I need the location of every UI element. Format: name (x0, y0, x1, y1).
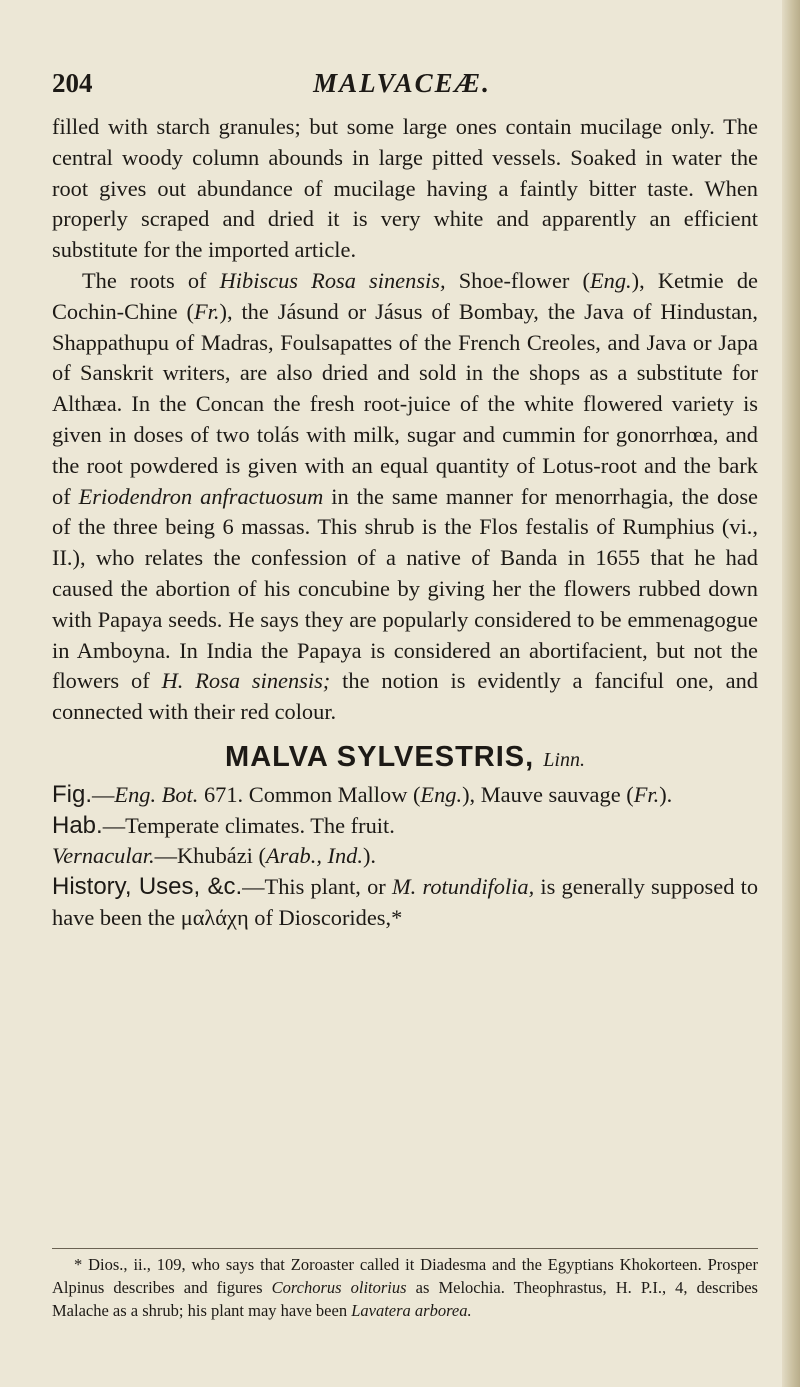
footnote-text (52, 1253, 758, 1322)
species-heading (52, 742, 758, 776)
footnote (52, 1253, 758, 1322)
species-name: Corchorus olitorius (271, 1278, 407, 1297)
species-title: MALVA SYLVESTRIS, (225, 740, 535, 773)
history-label: History, Uses, &c. (52, 873, 243, 901)
text-run: 671. Common Mallow ( (198, 781, 421, 807)
language-abbrev: Arab., Ind. (265, 843, 363, 869)
text-run: ). (659, 781, 673, 807)
text-run: * Dios., ii., 109, who says that Zoroaster called it Diadesma and the Egyptians Khokorteen. Prosper Alpinus describes and figures (52, 1255, 758, 1297)
text-run: — (92, 781, 115, 807)
paragraph-hibiscus (52, 266, 758, 728)
text-run: of Dioscorides,* (248, 904, 403, 930)
text-run: The roots of (82, 267, 220, 293)
page-edge (782, 0, 800, 1387)
species-authority: Linn. (543, 748, 585, 771)
hab-text: —Temperate climates. The fruit. (102, 812, 395, 838)
language-abbrev: Eng. (420, 781, 463, 807)
language-abbrev: Eng. (589, 267, 632, 293)
greek-word: μαλάχη (180, 904, 249, 930)
species-name: M. rotundifolia, (391, 874, 535, 900)
text-run: —This plant, or (242, 874, 392, 900)
paragraph-root-description: filled with starch granules; but some large ones contain mucilage only. The central woody column abounds in large pitted vessels. Soaked in water the root gives out abundance of mucilage having a faintly bitter taste. When properly scraped and dried it is very white and apparently an efficient substitute for the imported article. (52, 114, 758, 263)
vernacular-entry (52, 841, 758, 872)
language-abbrev: Fr. (633, 781, 660, 807)
text-run: in the same manner for menorrhagia, the dose of the three being 6 massas. This shrub is the Flos festalis of Rumphius (vi., II.), who relates the confession of a native of Banda in 1655 that he had caused the abortion of his concubine by giving her the flowers rubbed down with Papaya seeds. He says they are popularly considered to be emmenagogue in Amboyna. In India the Papaya is considered an abortifacient, but not the flowers of (52, 483, 758, 694)
reference: Eng. Bot. (114, 781, 199, 807)
text-run: the notion is evidently a fanciful one, and connected with their red colour. (52, 668, 758, 725)
species-name: Lavatera arborea. (351, 1301, 472, 1320)
hab-entry (52, 811, 758, 842)
text-run: ), Ketmie de Cochin-Chine ( (52, 267, 758, 324)
text-run: Shoe-flower ( (445, 267, 590, 293)
species-name: H. Rosa sinensis; (161, 668, 331, 694)
footnote-rule (52, 1248, 758, 1249)
species-name: Hibiscus Rosa sinensis, (219, 267, 446, 293)
fig-label: Fig. (52, 780, 93, 808)
page-number: 204 (52, 68, 93, 98)
hab-label: Hab. (52, 811, 103, 839)
text-run: ). (362, 843, 377, 869)
text-run: ), Mauve sauvage ( (462, 781, 634, 807)
species-name: Eriodendron anfractuosum (78, 483, 324, 509)
language-abbrev: Fr. (193, 298, 220, 324)
history-entry (52, 872, 758, 934)
text-run: as Melochia. Theophrastus, H. P.I., 4, describes Malache as a shrub; his plant may have been (52, 1278, 758, 1320)
vernacular-label: Vernacular. (52, 843, 155, 869)
body-text (52, 112, 758, 934)
text-run: —Khubázi ( (154, 843, 266, 869)
text-run: ), the Jásund or Jásus of Bombay, the Java of Hindustan, Shappathupu of Madras, Foulsapattes of the French Creoles, and Java or Japa of Sanskrit writers, are also dried and sold in the shops as a substitute for Althæa. In the Concan the fresh root-juice of the white flowered variety is given in doses of two tolás with milk, sugar and cummin for gonorrhœa, and the root powdered is given with an equal quantity of Lotus-root and the bark of (52, 298, 758, 509)
text-run: is generally supposed to have been the (52, 874, 759, 930)
fig-entry (52, 780, 758, 811)
page-header (52, 68, 752, 108)
running-head: MALVACEÆ. (313, 68, 491, 98)
